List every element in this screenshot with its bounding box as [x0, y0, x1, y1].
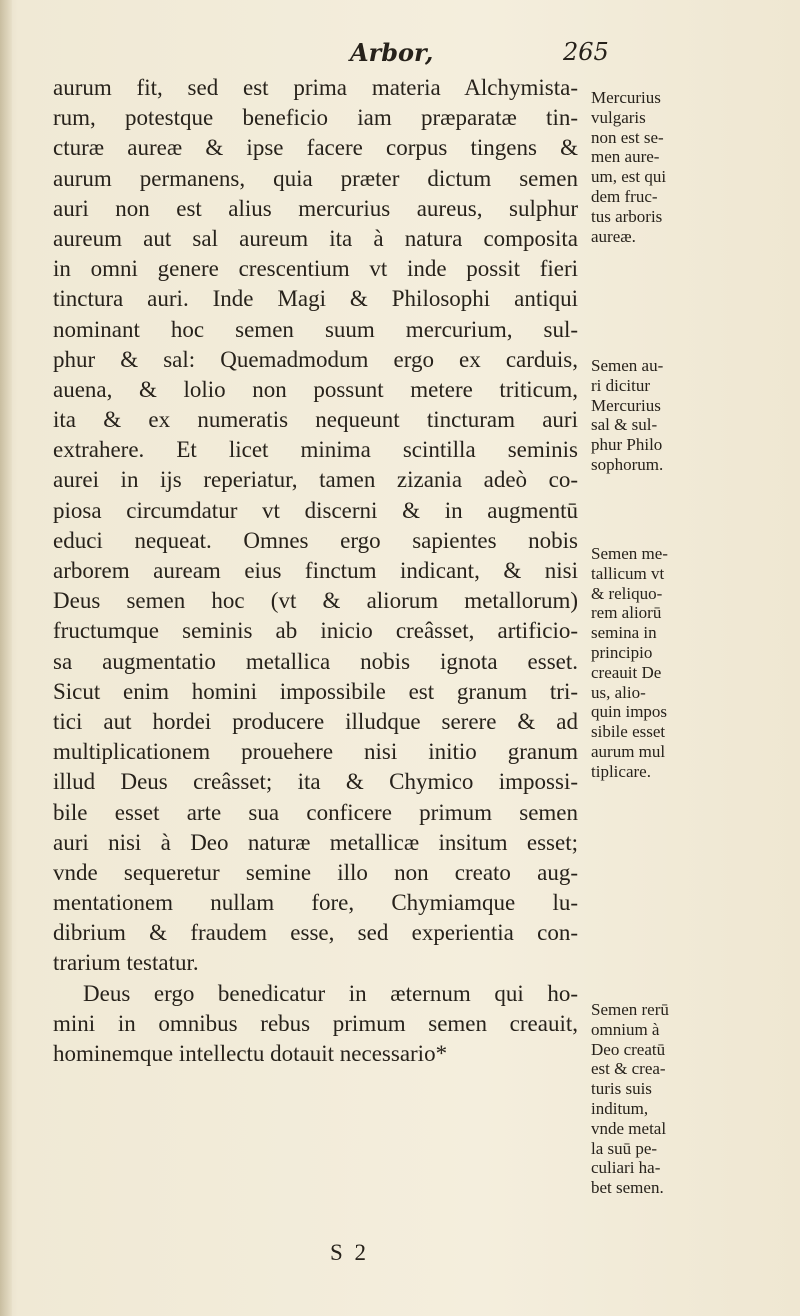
margin-note	[591, 1000, 791, 1198]
text-line: phur & sal: Quemadmodum ergo ex carduis,	[53, 346, 578, 372]
margin-note-line: sophorum.	[591, 454, 664, 474]
margin-note-line: Mercurius	[591, 395, 661, 415]
text-line: extrahere. Et licet minima scintilla seminis	[53, 437, 578, 463]
margin-note-line: tiplicare.	[591, 761, 651, 781]
margin-note-line: principio	[591, 642, 653, 662]
margin-note-line: bet semen.	[591, 1178, 664, 1198]
margin-note-line: semina in	[591, 623, 657, 643]
text-line: aureum aut sal aureum ita à natura composita	[53, 225, 578, 251]
text-line: Deus ergo benedicatur in æternum qui ho-	[83, 980, 578, 1006]
text-line: vnde sequeretur semine illo non creato aug-	[53, 859, 578, 885]
text-line: educi nequeat. Omnes ergo sapientes nobis	[53, 527, 578, 553]
text-line: aurei in ijs reperiatur, tamen zizania adeò co-	[53, 467, 578, 493]
signature-mark: S 2	[330, 1240, 370, 1265]
margin-note-line: men aure-	[591, 147, 660, 167]
margin-note-line: ri dicitur	[591, 375, 651, 395]
margin-note-line: Semen au-	[591, 356, 664, 375]
text-line: aurum permanens, quia præter dictum semen	[53, 165, 578, 191]
margin-note-line: non est se-	[591, 127, 664, 147]
text-line: bile esset arte sua conficere primum semen	[53, 799, 578, 825]
margin-note-line: omnium à	[591, 1019, 660, 1039]
text-line: auena, & lolio non possunt metere triticum,	[53, 376, 578, 402]
margin-note-line: aurum mul	[591, 741, 666, 761]
text-line: ita & ex numeratis nequeunt tincturam auri	[53, 407, 578, 433]
margin-note-line: um, est qui	[591, 167, 667, 187]
text-line: Sicut enim homini impossibile est granum tri-	[53, 678, 578, 704]
margin-note-line: dem fruc-	[591, 186, 658, 206]
text-line: Deus semen hoc (vt & aliorum metallorum)	[53, 588, 578, 614]
margin-note-line: culiari ha-	[591, 1158, 661, 1178]
margin-note-line: sal & sul-	[591, 415, 658, 435]
margin-note-line: aureæ.	[591, 226, 636, 246]
margin-note-line: vulgaris	[591, 107, 646, 127]
margin-note-line: creauit De	[591, 662, 662, 682]
margin-note-line: la suū pe-	[591, 1138, 658, 1158]
text-line: multiplicationem prouehere nisi initio granum	[53, 739, 578, 765]
margin-note-line: Mercurius	[591, 88, 661, 107]
text-line: illud Deus creâsset; ita & Chymico impossi-	[53, 769, 578, 795]
page-spine-shadow	[0, 0, 12, 1316]
text-line: fructumque seminis ab inicio creâsset, artificio-	[53, 618, 578, 644]
margin-note-line: inditum,	[591, 1098, 649, 1118]
margin-note-line: sibile esset	[591, 722, 666, 742]
text-line: hominemque intellectu dotauit necessario*	[53, 1041, 448, 1066]
margin-note-line: vnde metal	[591, 1118, 667, 1138]
margin-note-line: est & crea-	[591, 1059, 666, 1079]
text-line: tinctura auri. Inde Magi & Philosophi antiqui	[53, 286, 578, 312]
text-line: trarium testatur.	[53, 950, 199, 976]
text-line: rum, potestque beneficio iam præparatæ tin-	[53, 105, 578, 131]
margin-note-line: Semen rerū	[591, 1000, 669, 1019]
text-line: nominant hoc semen suum mercurium, sul-	[53, 316, 578, 342]
running-head: Arbor,	[350, 38, 434, 67]
margin-note-line: tallicum vt	[591, 563, 665, 583]
text-line: tici aut hordei producere illudque serere & ad	[53, 708, 578, 734]
margin-note-line: turis suis	[591, 1079, 652, 1099]
text-line: mentationem nullam fore, Chymiamque lu-	[53, 890, 578, 916]
margin-note-line: phur Philo	[591, 435, 663, 455]
margin-note-line: Deo creatū	[591, 1039, 666, 1059]
text-line: auri non est alius mercurius aureus, sulphur	[53, 195, 578, 221]
text-line: in omni genere crescentium vt inde possit fieri	[53, 256, 578, 282]
text-line: dibrium & fraudem esse, sed experientia con-	[53, 920, 578, 946]
text-line: auri nisi à Deo naturæ metallicæ insitum esset;	[53, 829, 578, 855]
margin-note-line: us, alio-	[591, 682, 646, 702]
text-line: arborem auream eius finctum indicant, & nisi	[53, 558, 578, 583]
text-line: cturæ aureæ & ipse facere corpus tingens &	[53, 135, 578, 161]
margin-note-line: Semen me-	[591, 544, 668, 563]
margin-note	[591, 544, 791, 782]
page-number: 265	[563, 38, 609, 66]
main-text-block	[53, 73, 578, 1069]
text-line: mini in omnibus rebus primum semen creauit,	[53, 1010, 578, 1036]
text-line: sa augmentatio metallica nobis ignota esset.	[53, 648, 578, 674]
text-line: aurum fit, sed est prima materia Alchymista-	[53, 75, 578, 100]
margin-note	[591, 88, 791, 246]
margin-note-line: tus arboris	[591, 206, 663, 226]
page-header	[0, 38, 800, 70]
margin-note-line: & reliquo-	[591, 583, 663, 603]
text-line: piosa circumdatur vt discerni & in augmentū	[53, 497, 578, 523]
margin-note-line: rem aliorū	[591, 603, 662, 623]
margin-note	[591, 356, 791, 475]
margin-note-line: quin impos	[591, 702, 668, 722]
